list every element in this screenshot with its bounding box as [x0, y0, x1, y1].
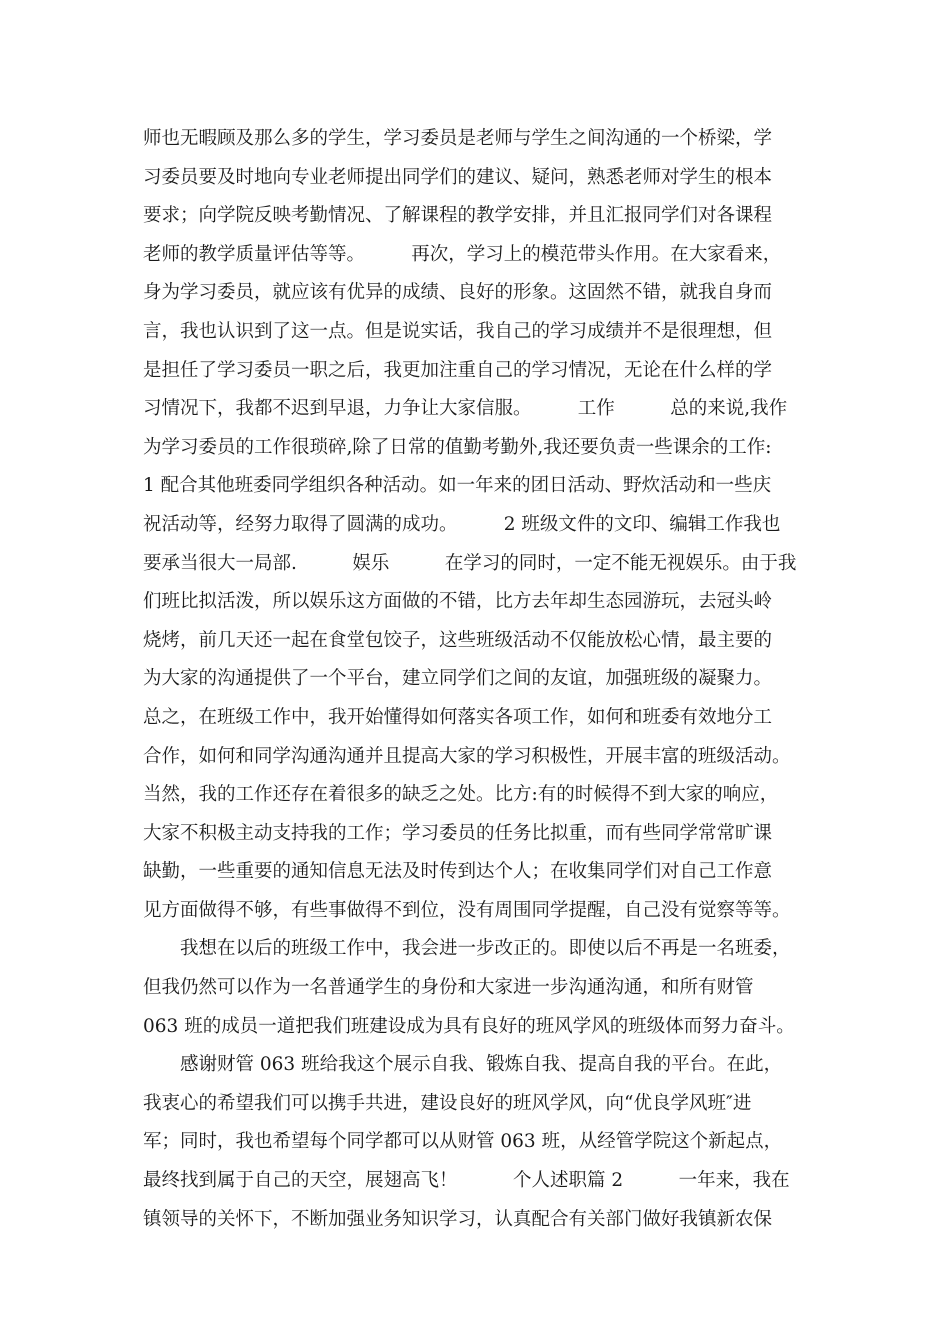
text-line: 言，我也认识到了这一点。但是说实话，我自己的学习成绩并不是很理想，但 — [143, 320, 773, 342]
text-line: 我衷心的希望我们可以携手共进，建设良好的班风学风，向“优良学风班″进 — [143, 1092, 752, 1114]
text-line: 们班比拟活泼，所以娱乐这方面做的不错，比方去年却生态园游玩，去冠头岭 — [143, 591, 773, 613]
text-line: 为大家的沟通提供了一个平台，建立同学们之间的友谊，加强班级的凝聚力。 — [143, 668, 773, 690]
text-line: 是担任了学习委员一职之后，我更加注重自己的学习情况，无论在什么样的学 — [143, 359, 773, 381]
text-line: 军；同时，我也希望每个同学都可以从财管 063 班，从经管学院这个新起点， — [143, 1131, 783, 1153]
text-line: 1 配合其他班委同学组织各种活动。如一年来的团日活动、野炊活动和一些庆 — [143, 475, 772, 497]
text-line: 但我仍然可以作为一名普通学生的身份和大家进一步沟通沟通，和所有财管 — [143, 977, 754, 999]
body-text — [143, 120, 823, 1239]
text-line: 合作，如何和同学沟通沟通并且提高大家的学习积极性，开展丰富的班级活动。 — [143, 745, 791, 767]
text-line: 老师的教学质量评估等等。 再次，学习上的模范带头作用。在大家看来， — [143, 243, 782, 265]
text-line: 烧烤，前几天还一起在食堂包饺子，这些班级活动不仅能放松心情，最主要的 — [143, 629, 773, 651]
text-line: 缺勤，一些重要的通知信息无法及时传到达个人；在收集同学们对自己工作意 — [143, 861, 773, 883]
text-line: 要承当很大一局部. 娱乐 在学习的同时，一定不能无视娱乐。由于我 — [143, 552, 797, 574]
text-line: 见方面做得不够，有些事做得不到位，没有周围同学提醒，自己没有觉察等等。 — [143, 899, 791, 921]
text-line: 总之，在班级工作中，我开始懂得如何落实各项工作，如何和班委有效地分工 — [143, 706, 773, 728]
text-line: 要求；向学院反映考勤情况、了解课程的教学安排，并且汇报同学们对各课程 — [143, 205, 773, 227]
text-line: 祝活动等，经努力取得了圆满的成功。 2 班级文件的文印、编辑工作我也 — [143, 513, 781, 535]
text-line: 当然，我的工作还存在着很多的缺乏之处。比方:有的时候得不到大家的响应， — [143, 784, 779, 806]
text-line: 最终找到属于自己的天空，展翅高飞！ 个人述职篇 2 一年来，我在 — [143, 1170, 790, 1192]
text-line: 感谢财管 063 班给我这个展示自我、锻炼自我、提高自我的平台。在此， — [143, 1054, 783, 1076]
text-line: 习委员要及时地向专业老师提出同学们的建议、疑问，熟悉老师对学生的根本 — [143, 166, 773, 188]
text-line: 为学习委员的工作很琐碎,除了日常的值勤考勤外,我还要负责一些课余的工作: — [143, 436, 772, 458]
text-line: 我想在以后的班级工作中，我会进一步改正的。即使以后不再是一名班委， — [143, 938, 791, 960]
text-line: 大家不积极主动支持我的工作；学习委员的任务比拟重，而有些同学常常旷课 — [143, 822, 773, 844]
text-line: 师也无暇顾及那么多的学生，学习委员是老师与学生之间沟通的一个桥梁，学 — [143, 128, 773, 149]
text-line: 镇领导的关怀下，不断加强业务知识学习，认真配合有关部门做好我镇新农保 — [143, 1208, 773, 1230]
text-line: 习情况下，我都不迟到早退，力争让大家信服。 工作 总的来说,我作 — [143, 398, 788, 420]
text-line: 063 班的成员一道把我们班建设成为具有良好的班风学风的班级体而努力奋斗。 — [143, 1015, 795, 1037]
text-line: 身为学习委员，就应该有优异的成绩、良好的形象。这固然不错，就我自身而 — [143, 282, 773, 304]
